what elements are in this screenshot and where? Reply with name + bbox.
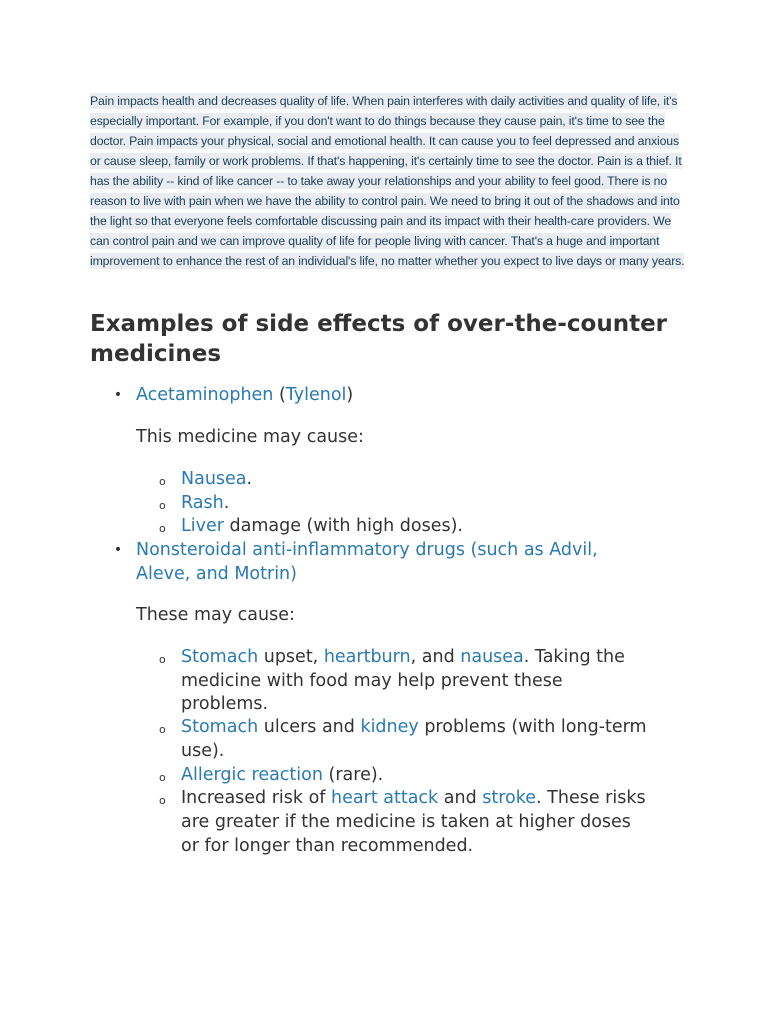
effect-rash [181, 492, 229, 516]
list-item-nsaids [136, 539, 598, 563]
intro-text: Pain impacts health and decreases quality of life. When pain interferes with daily activities and quality of life, it's especially important. For example, if you don't want to do things because they cause pain, it's time to see the doctor. Pain impacts your physical, social and emotional health. It can cause you to feel depressed and anxious or cause sleep, family or work problems. If that's happening, it's certainly time to see the doctor. Pain is a thief. It has the ability -- kind of like cancer -- to take away your relationships and your ability to feel good. There is no reason to live with pain when we have the ability to control pain. We need to bring it out of the shadows and into the light so that everyone feels comfortable discussing pain and its impact with their health-care providers. We can control pain and we can improve quality of life for people living with cancer. That's a huge and important improvement to enhance the rest of an individual's life, no matter whether you expect to live days or many years. [90, 94, 685, 268]
effect-stomach-upset-line2: medicine with food may help prevent these [181, 671, 563, 691]
stomach-link[interactable]: Stomach [181, 717, 259, 737]
heart-attack-link[interactable]: heart attack [331, 788, 439, 808]
list-bullet: • [113, 387, 123, 403]
sub-bullet: o [159, 475, 166, 488]
intro-paragraph [90, 91, 690, 271]
effect-text: . These risks [536, 788, 646, 808]
heartburn-link[interactable]: heartburn [323, 647, 411, 667]
nausea-link[interactable]: Nausea [181, 469, 247, 489]
tylenol-link[interactable]: Tylenol [285, 385, 347, 405]
nausea-link[interactable]: nausea [460, 647, 524, 667]
allergic-reaction-link[interactable]: Allergic reaction [181, 765, 323, 785]
effect-text: ulcers and [258, 717, 361, 737]
list-item-nsaids-line2 [136, 563, 297, 587]
effect-text: and [438, 788, 483, 808]
effect-heart-attack-stroke-line3: or for longer than recommended. [181, 836, 474, 856]
kidney-link[interactable]: kidney [360, 717, 419, 737]
effect-heart-attack-stroke [181, 787, 646, 811]
effect-text: problems (with long-term [418, 717, 647, 737]
effect-stomach-upset-line3: problems. [181, 694, 269, 714]
effect-stomach-ulcers [181, 716, 647, 740]
sub-bullet: o [159, 653, 166, 666]
rash-link[interactable]: Rash [181, 493, 224, 513]
effect-nausea [181, 468, 252, 492]
effect-text: . [246, 469, 253, 489]
paren-open: ( [273, 385, 286, 405]
effect-text: , and [410, 647, 461, 667]
effect-text: . [223, 493, 230, 513]
effect-text: damage (with high doses). [223, 516, 463, 536]
sub-bullet: o [159, 499, 166, 512]
stomach-link[interactable]: Stomach [181, 647, 259, 667]
effect-text: . Taking the [523, 647, 625, 667]
nsaids-link-continued[interactable]: Aleve, and Motrin) [136, 564, 297, 584]
effect-stomach-upset [181, 646, 625, 670]
acetaminophen-link[interactable]: Acetaminophen [136, 385, 274, 405]
effect-allergic-reaction [181, 764, 383, 788]
liver-link[interactable]: Liver [181, 516, 224, 536]
effect-stomach-ulcers-line2: use). [181, 741, 225, 761]
effect-liver [181, 515, 463, 539]
list-item-acetaminophen [136, 384, 353, 408]
effect-heart-attack-stroke-line2: are greater if the medicine is taken at higher doses [181, 812, 631, 832]
effect-text: (rare). [322, 765, 384, 785]
effect-text: upset, [258, 647, 324, 667]
nsaids-link[interactable]: Nonsteroidal anti-inflammatory drugs (such as Advil, [136, 540, 598, 560]
sub-bullet: o [159, 723, 166, 736]
sub-bullet: o [159, 794, 166, 807]
section-heading: Examples of side effects of over-the-counter medicines [90, 311, 668, 367]
sub-bullet: o [159, 522, 166, 535]
paren-close: ) [346, 385, 354, 405]
sub-bullet: o [159, 771, 166, 784]
acetaminophen-lead: This medicine may cause: [136, 427, 364, 447]
effect-text: Increased risk of [181, 788, 332, 808]
nsaids-lead: These may cause: [136, 605, 295, 625]
stroke-link[interactable]: stroke [482, 788, 537, 808]
list-bullet: • [113, 542, 123, 558]
